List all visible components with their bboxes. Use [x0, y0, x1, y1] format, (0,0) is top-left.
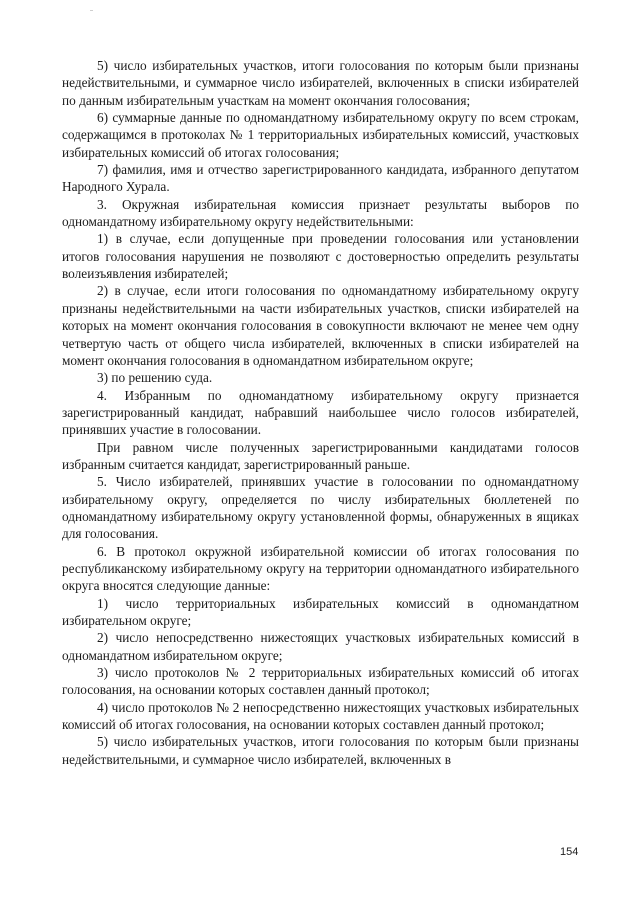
paragraph-clause-6-item-4: 4) число протоколов № 2 непосредственно нижестоящих участковых избирательных комиссий об итогах голосования, на основании которых составлен данный протокол;: [62, 699, 579, 733]
paragraph-item-7-elected-candidate: 7) фамилия, имя и отчество зарегистрированного кандидата, избранного депутатом Народного Хурала.: [62, 162, 579, 195]
paragraph-clause-6-item-2: 2) число непосредственно нижестоящих участковых избирательных комиссий в одномандатном избирательном округе;: [62, 630, 579, 663]
paragraph-clause-3-item-2: 2) в случае, если итоги голосования по одномандатному избирательному округу признаны недействительными на части избирательных участков, списки избирателей на которых на момент окончания голосования в совокупности включают не менее чем одну четвертую часть от общего числа избирателей, включенных в списки избирателей на момент окончания голосования в одномандатном избирательном округе;: [62, 283, 579, 368]
paragraph-clause-3: 3. Окружная избирательная комиссия признает результаты выборов по одномандатному избирательному округу недействительными:: [62, 196, 579, 230]
page-number: 154: [560, 846, 579, 858]
paragraph-clause-5: 5. Число избирателей, принявших участие в голосовании по одномандатному избирательному округу, определяется по числу избирательных бюллетеней по одномандатному избирательному округу установленной формы, обнаруженных в ящиках для голосования.: [62, 474, 579, 542]
paragraph-clause-4: 4. Избранным по одномандатному избирательному округу признается зарегистрированный кандидат, набравший наибольшее число голосов избирателей, принявших участие в голосовании.: [62, 387, 579, 438]
paragraph-clause-6-item-5: 5) число избирательных участков, итоги голосования по которым были признаны недействительными, и суммарное число избирателей, включенных в: [62, 734, 579, 767]
paragraph-item-6-summary-data: 6) суммарные данные по одномандатному избирательному округу по всем строкам, содержащимся в протоколах № 1 территориальных избирательных комиссий, участковых избирательных комиссий об итогах голосования;: [62, 110, 579, 160]
document-body: [62, 57, 579, 768]
paragraph-clause-6: 6. В протокол окружной избирательной комиссии об итогах голосования по республиканскому избирательному округу на территории одномандатного избирательного округа вносятся следующие данные:: [62, 543, 579, 594]
paragraph-clause-3-item-1: 1) в случае, если допущенные при проведении голосования или установлении итогов голосования нарушения не позволяют с достоверностью определить результаты волеизъявления избирателей;: [62, 231, 579, 282]
paragraph-item-5-invalid-precincts: 5) число избирательных участков, итоги голосования по которым были признаны недействительными, и суммарное число избирателей, включенных в списки избирателей по данным избирательным участкам на момент окончания голосования;: [62, 58, 579, 108]
paragraph-clause-4-equal-votes: При равном числе полученных зарегистрированными кандидатами голосов избранным считается кандидат, зарегистрированный раньше.: [62, 439, 579, 472]
paragraph-clause-3-item-3: 3) по решению суда.: [97, 370, 213, 386]
paragraph-clause-6-item-3: 3) число протоколов № 2 территориальных избирательных комиссий об итогах голосования, на основании которых составлен данный протокол;: [62, 665, 579, 698]
paragraph-clause-6-item-1: 1) число территориальных избирательных комиссий в одномандатном избирательном округе;: [62, 595, 579, 628]
scan-mark: [90, 10, 93, 11]
